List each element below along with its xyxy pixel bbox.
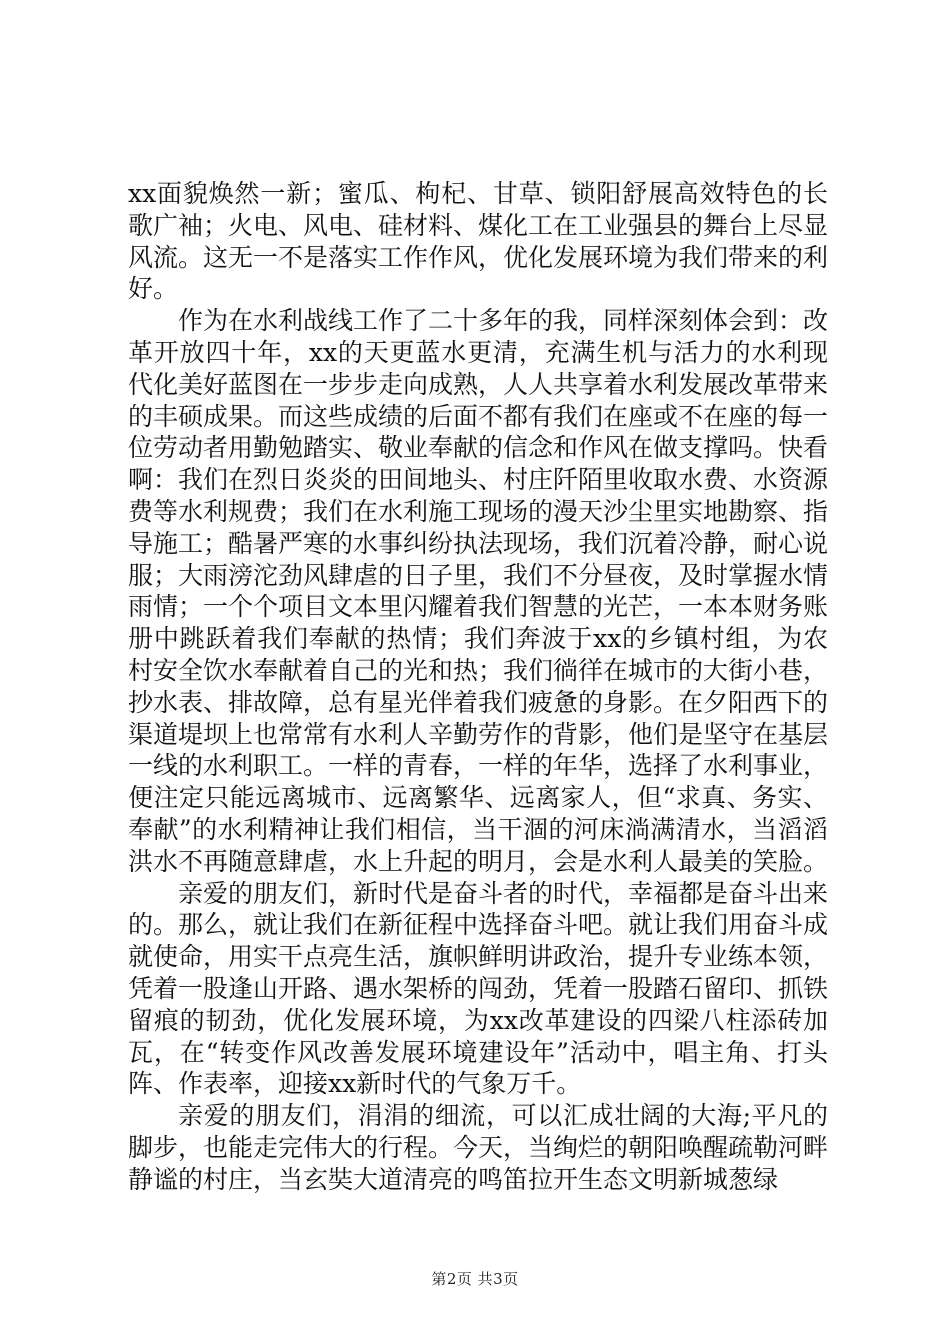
document-body bbox=[128, 178, 828, 1196]
paragraph-3: 亲爱的朋友们，新时代是奋斗者的时代，幸福都是奋斗出来的。那么，就让我们在新征程中选择奋斗吧。就让我们用奋斗成就使命，用实干点亮生活，旗帜鲜明讲政治，提升专业练本领，凭着一股逢山开路、遇水架桥的闯劲，凭着一股踏石留印、抓铁留痕的韧劲，优化发展环境，为xx改革建设的四梁八柱添砖加瓦，在“转变作风改善发展环境建设年”活动中，唱主角、打头阵、作表率，迎接xx新时代的气象万千。 bbox=[128, 878, 829, 1099]
paragraph-4: 亲爱的朋友们，涓涓的细流，可以汇成壮阔的大海;平凡的脚步，也能走完伟大的行程。今天，当绚烂的朝阳唤醒疏勒河畔静谧的村庄，当玄奘大道清亮的鸣笛拉开生态文明新城葱绿 bbox=[128, 1101, 829, 1194]
paragraph-2: 作为在水利战线工作了二十多年的我，同样深刻体会到：改革开放四十年，xx的天更蓝水更清，充满生机与活力的水利现代化美好蓝图在一步步走向成熟，人人共享着水利发展改革带来的丰硕成果。而这些成绩的后面不都有我们在座或不在座的每一位劳动者用勤勉踏实、敬业奉献的信念和作风在做支撑吗。快看啊：我们在烈日炎炎的田间地头、村庄阡陌里收取水费、水资源费等水利规费；我们在水利施工现场的漫天沙尘里实地勘察、指导施工；酷暑严寒的水事纠纷执法现场，我们沉着冷静，耐心说服；大雨滂沱劲风肆虐的日子里，我们不分昼夜，及时掌握水情雨情；一个个项目文本里闪耀着我们智慧的光芒，一本本财务账册中跳跃着我们奉献的热情；我们奔波于xx的乡镇村组，为农村安全饮水奉献着自己的光和热；我们徜徉在城市的大街小巷，抄水表、排故障，总有星光伴着我们疲惫的身影。在夕阳西下的渠道堤坝上也常常有水利人辛勤劳作的背影，他们是坚守在基层一线的水利职工。一样的青春，一样的年华，选择了水利事业，便注定只能远离城市、远离繁华、远离家人，但“求真、务实、奉献”的水利精神让我们相信，当干涸的河床淌满清水，当滔滔洪水不再随意肆虐，水上升起的明月，会是水利人最美的笑脸。 bbox=[128, 306, 829, 876]
page-number-footer: 第2页 共3页 bbox=[431, 1270, 519, 1288]
paragraph-1: xx面貌焕然一新；蜜瓜、枸杞、甘草、锁阳舒展高效特色的长歌广袖；火电、风电、硅材料、煤化工在工业强县的舞台上尽显风流。这无一不是落实工作作风，优化发展环境为我们带来的利好。 bbox=[128, 179, 829, 304]
